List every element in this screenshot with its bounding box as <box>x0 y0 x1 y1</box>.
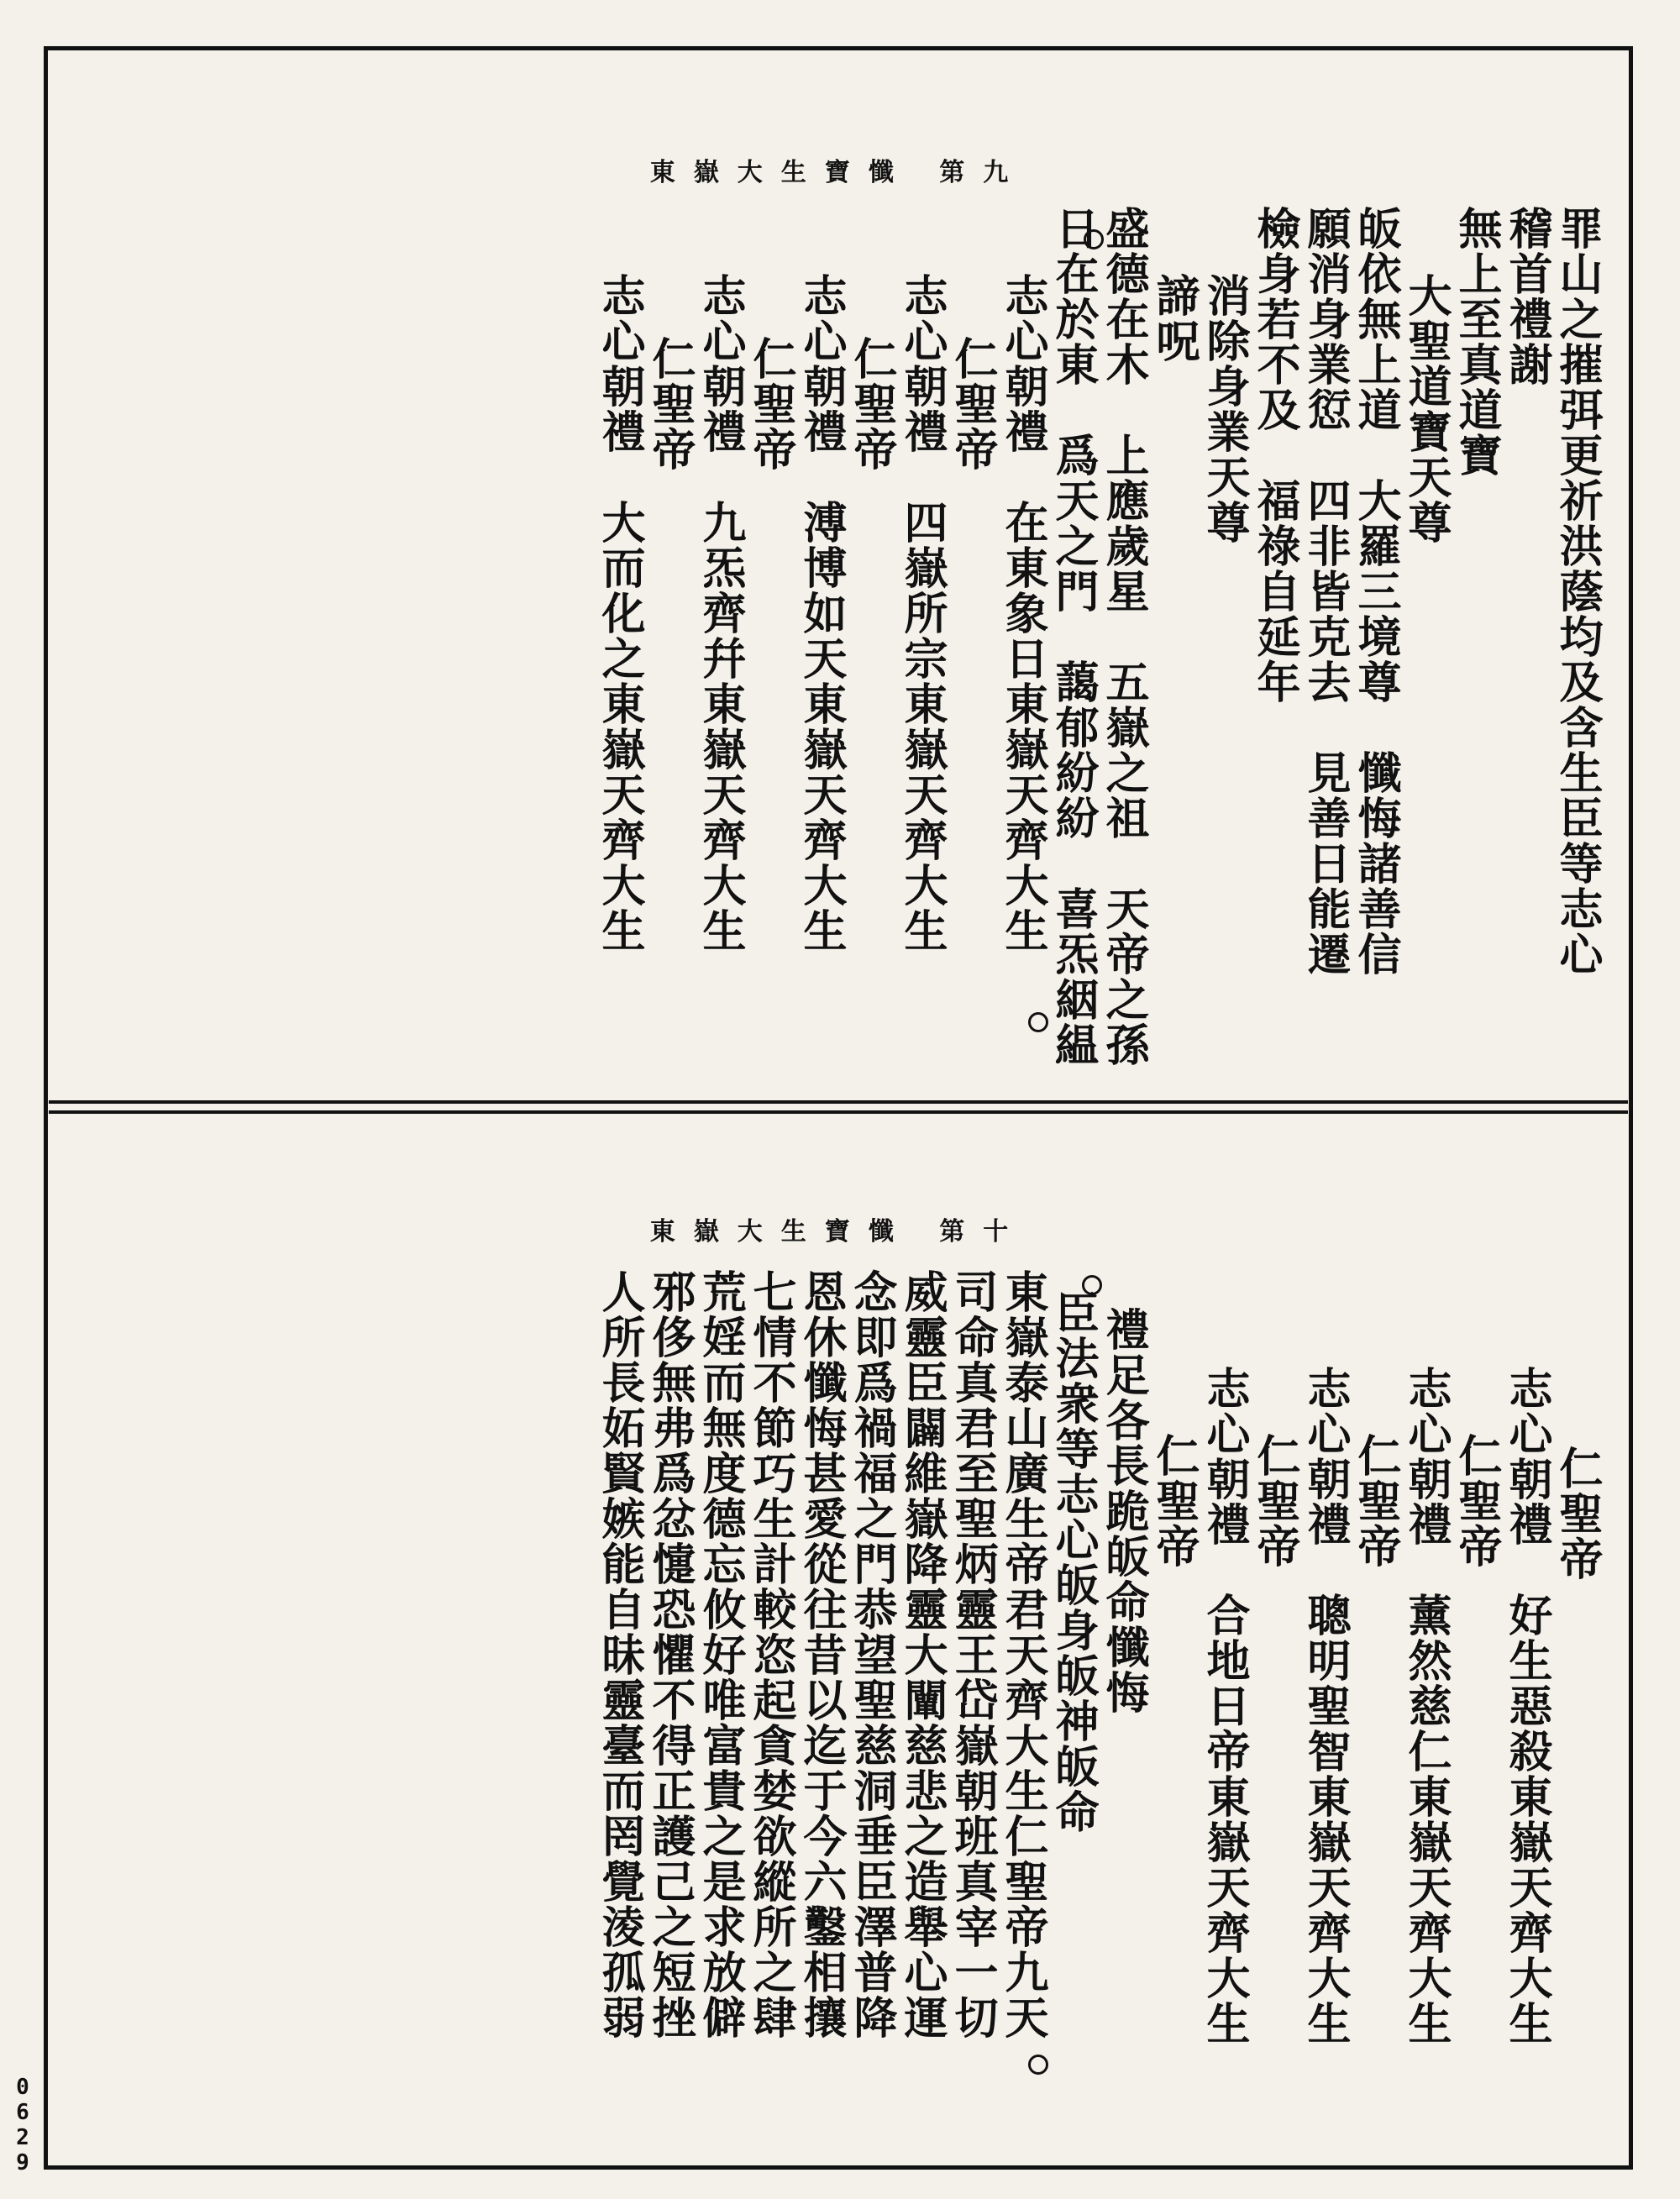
text-column: 志心朝禮 九炁齊幷東嶽天齊大生 <box>695 273 746 953</box>
text-column: 仁聖帝 <box>947 336 998 472</box>
text-column: 仁聖帝 <box>1551 1446 1603 1582</box>
text-column: 仁聖帝 <box>1451 1433 1502 1569</box>
text-column: 威靈臣闢維嶽降靈大闡慈悲之造舉心運 <box>896 1269 948 2040</box>
text-column: 日在於東 爲天之門 藹郁紛紛 喜炁絪緼 <box>1047 206 1099 1068</box>
text-column: 志心朝禮 聰明聖智東嶽天齊大生 <box>1299 1366 1351 2046</box>
text-column: 志心朝禮 在東象日東嶽天齊大生 <box>997 273 1048 953</box>
text-column: 仁聖帝 <box>846 336 897 472</box>
text-column: 志心朝禮 溥博如天東嶽天齊大生 <box>795 273 847 953</box>
running-header: 東嶽大生寶懺 第十 <box>649 1217 1027 1246</box>
text-column: 邪侈無弗爲忿懥恐懼不得正護己之短挫 <box>644 1269 696 2040</box>
text-column: 司命真君至聖炳靈王岱嶽朝班真宰一切 <box>947 1269 998 2040</box>
text-column: 志心朝禮 好生惡殺東嶽天齊大生 <box>1501 1366 1552 2046</box>
text-column: 七情不節巧生計較恣起貪婪欲縱所之肆 <box>745 1269 796 2040</box>
text-column: 仁聖帝 <box>745 336 796 472</box>
text-column: 仁聖帝 <box>644 336 696 472</box>
text-column: 志心朝禮 合地日帝東嶽天齊大生 <box>1199 1366 1250 2046</box>
text-column: 志心朝禮 大而化之東嶽天齊大生 <box>594 273 645 953</box>
circle-mark-icon <box>1028 2055 1048 2075</box>
text-column: 人所長妬賢嫉能自昧靈臺而罔覺淩孤弱 <box>594 1269 645 2040</box>
text-column: 檢身若不及 福祿自延年 <box>1249 206 1300 705</box>
lower-half-page <box>49 1110 1628 2168</box>
text-column: 消除身業天尊 <box>1199 273 1250 545</box>
circle-mark-icon <box>1084 229 1104 249</box>
text-column: 志心朝禮 四嶽所宗東嶽天齊大生 <box>896 273 948 953</box>
text-column: 大聖道寶天尊 <box>1400 273 1452 545</box>
text-column: 諦呪 <box>1148 273 1200 364</box>
circle-mark-icon <box>1082 1275 1102 1295</box>
page-number: 0629 <box>10 2075 35 2175</box>
circle-mark-icon <box>1028 1012 1048 1032</box>
text-column: 仁聖帝 <box>1350 1433 1401 1569</box>
text-column: 願消身業愆 四非皆克去 見善日能遷 <box>1299 206 1351 977</box>
upper-half-page <box>49 50 1628 1104</box>
text-column: 稽首禮謝 <box>1501 206 1552 387</box>
text-column: 東嶽泰山廣生帝君天齊大生仁聖帝九天 <box>997 1269 1048 2040</box>
text-column: 仁聖帝 <box>1249 1433 1300 1569</box>
text-column: 念即爲禍福之門恭望聖慈洞垂臣澤普降 <box>846 1269 897 2040</box>
text-column: 臣法衆等志心皈身皈神皈命 <box>1047 1290 1099 1834</box>
text-column: 禮足各長跪皈命懺悔 <box>1098 1307 1149 1715</box>
text-column: 恩休懺悔甚愛從往昔以迄于今六鑿相攘 <box>795 1269 847 2040</box>
text-column: 盛德在木 上應歲星 五嶽之祖 天帝之孫 <box>1098 206 1149 1068</box>
text-column: 無上至真道寶 <box>1451 206 1502 478</box>
text-column: 罪山之摧弭更祈洪蔭均及含生臣等志心 <box>1551 206 1603 977</box>
text-column: 仁聖帝 <box>1148 1433 1200 1569</box>
text-column: 皈依無上道 大羅三境尊 懺悔諸善信 <box>1350 206 1401 977</box>
text-column: 志心朝禮 薰然慈仁東嶽天齊大生 <box>1400 1366 1452 2046</box>
running-header: 東嶽大生寶懺 第九 <box>649 158 1027 187</box>
text-column: 荒婬而無度德忘攸好唯富貴之是求放僻 <box>695 1269 746 2040</box>
